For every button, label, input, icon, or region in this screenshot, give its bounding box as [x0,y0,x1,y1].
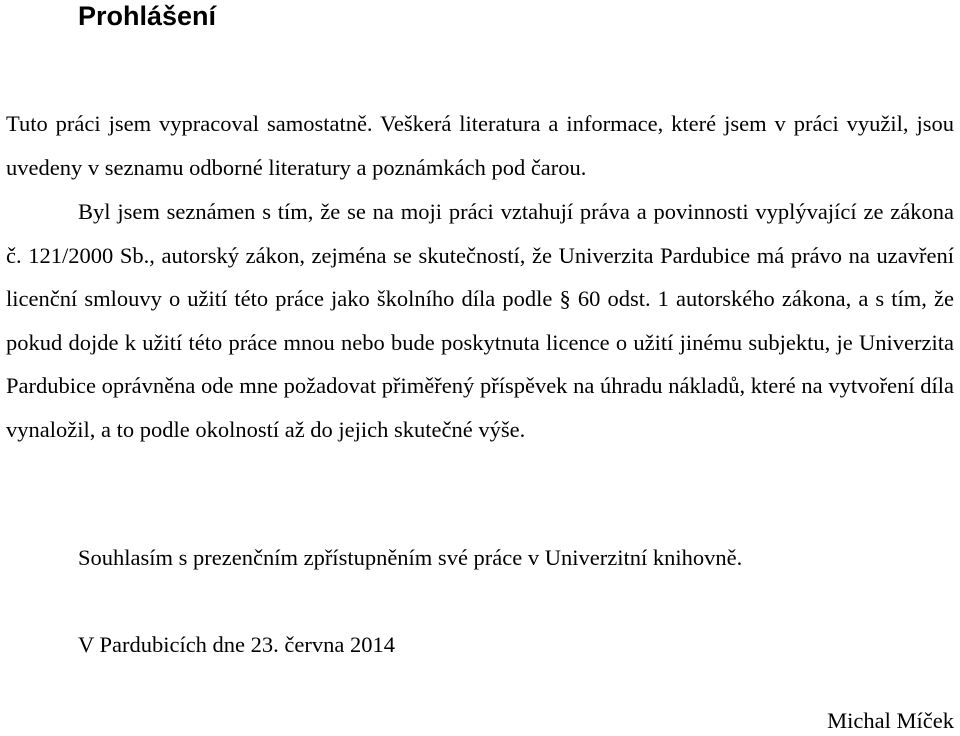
page-title: Prohlášení [78,1,217,31]
library-consent-statement: Souhlasím s prezenčním zpřístupněním své práce v Univerzitní knihovně. [78,545,743,570]
author-name: Michal Míček [827,708,954,733]
place-and-date: V Pardubicích dne 23. června 2014 [78,632,395,657]
declaration-paragraph-originality: Tuto práci jsem vypracoval samostatně. Veškerá literatura a informace, které jsem v práci využil, jsou uvedeny v seznamu odborné literatury a poznámkách pod čarou. [6,111,954,180]
declaration-paragraph-copyright: Byl jsem seznámen s tím, že se na moji práci vztahují práva a povinnosti vyplývající ze zákona č. 121/2000 Sb., autorský zákon, zejména se skutečností, že Univerzita Pardubice má právo na uzavření licenční smlouvy o užití této práce jako školního díla podle § 60 odst. 1 autorského zákona, a s tím, že pokud dojde k užití této práce mnou nebo bude poskytnuta licence o užití jinému subjektu, je Univerzita Pardubice oprávněna ode mne požadovat přiměřený příspěvek na úhradu nákladů, které na vytvoření díla vynaložil, a to podle okolností až do jejich skutečné výše. [6,199,954,442]
